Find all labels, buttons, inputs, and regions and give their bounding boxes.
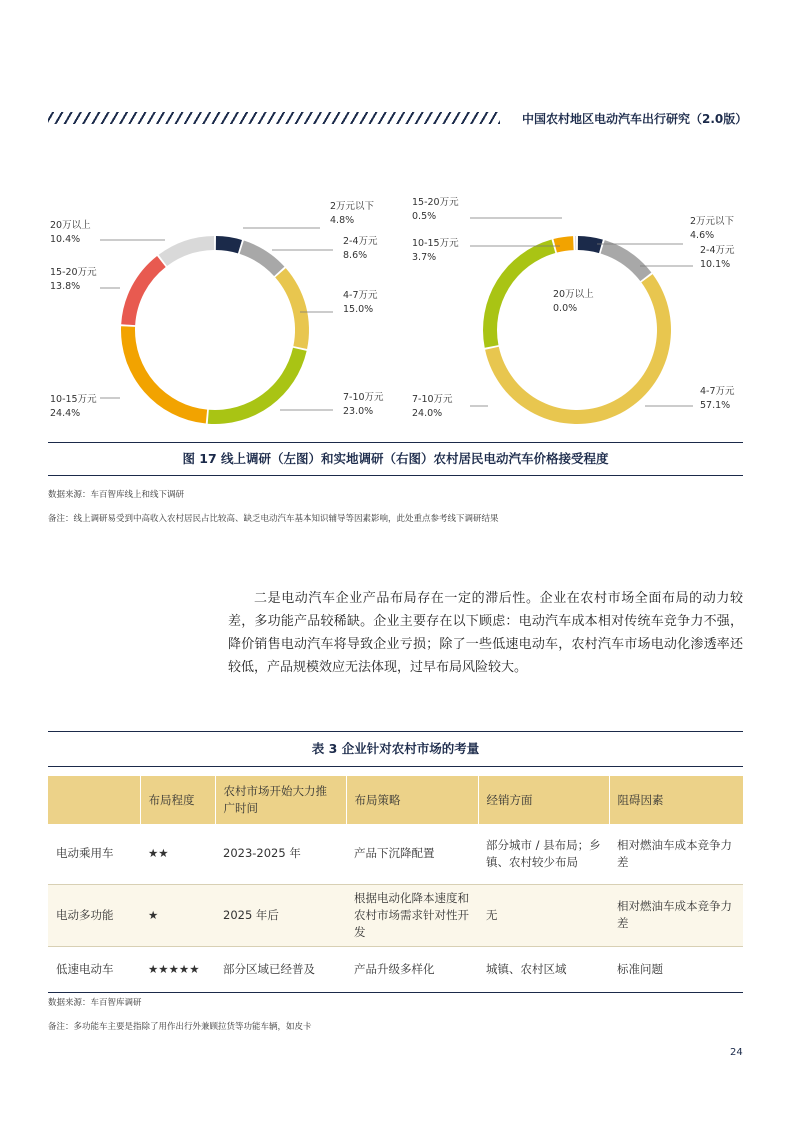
table-header-cell: 经销方面	[478, 776, 609, 824]
slice-value-label: 23.0%	[343, 406, 374, 417]
slice-label: 15-20万元	[412, 197, 459, 208]
table-cell: ★	[140, 884, 215, 946]
table-cell: 相对燃油车成本竞争力差	[609, 884, 743, 946]
table-cell: 产品下沉降配置	[346, 824, 478, 884]
slice-label: 2万元以下	[690, 216, 735, 227]
slice-label: 2-4万元	[343, 236, 378, 247]
table-row	[48, 946, 743, 992]
slice-value-label: 4.8%	[330, 215, 355, 226]
table-cell: 部分区域已经普及	[215, 946, 346, 992]
donut-slice	[575, 236, 576, 250]
paragraph-text: 二是电动汽车企业产品布局存在一定的滞后性。企业在农村市场全面布局的动力较差，多功能产品较稀缺。企业主要存在以下顾虑：电动汽车成本相对传统车竞争力不强，降价销售电动汽车将导致企业亏损；除了一些低速电动车，农村汽车市场电动化渗透率还较低，产品规模效应无法体现，过早布局风险较大。	[228, 591, 743, 675]
figure-source: 数据来源：车百智库线上和线下调研	[48, 490, 185, 500]
slice-label: 20万以上	[553, 289, 594, 300]
donut-chart-field	[412, 197, 735, 424]
figure-remark: 备注：线上调研易受到中高收入农村居民占比较高、缺乏电动汽车基本知识辅导等因素影响，此处重点参考线下调研结果	[48, 514, 499, 524]
donut-slice	[240, 241, 285, 277]
slice-value-label: 57.1%	[700, 400, 731, 411]
table-row	[48, 824, 743, 884]
table-title: 表 3 企业针对农村市场的考量	[48, 731, 743, 767]
table-cell: 低速电动车	[48, 946, 140, 992]
donut-slice	[553, 236, 573, 252]
slice-label: 10-15万元	[50, 394, 97, 405]
table-cell: 部分城市 / 县布局；乡镇、农村较少布局	[478, 824, 609, 884]
table-cell: 无	[478, 884, 609, 946]
table-header-cell: 农村市场开始大力推广时间	[215, 776, 346, 824]
table-remark: 备注：多功能车主要是指除了用作出行外兼顾拉货等功能车辆，如皮卡	[48, 1022, 312, 1032]
table-cell: 城镇、农村区域	[478, 946, 609, 992]
table-cell: 产品升级多样化	[346, 946, 478, 992]
donut-slice	[159, 236, 215, 266]
donut-slice	[216, 236, 242, 253]
slice-value-label: 13.8%	[50, 281, 81, 292]
table-header-cell: 阻碍因素	[609, 776, 743, 824]
donut-charts	[0, 0, 793, 440]
donut-slice	[483, 240, 555, 348]
slice-label: 10-15万元	[412, 238, 459, 249]
slice-label: 20万以上	[50, 220, 91, 231]
table-header-cell: 布局策略	[346, 776, 478, 824]
donut-slice	[578, 236, 603, 253]
slice-label: 2-4万元	[700, 245, 735, 256]
slice-value-label: 0.0%	[553, 303, 578, 314]
slice-label: 7-10万元	[412, 394, 453, 405]
slice-value-label: 10.1%	[700, 259, 731, 270]
table-cell: ★★★★★	[140, 946, 215, 992]
slice-value-label: 15.0%	[343, 304, 374, 315]
slice-value-label: 24.0%	[412, 408, 443, 419]
slice-label: 2万元以下	[330, 201, 375, 212]
table-header-row	[48, 776, 743, 824]
header-title: 中国农村地区电动汽车出行研究（2.0版）	[522, 112, 748, 126]
table-cell: 2023-2025 年	[215, 824, 346, 884]
body-paragraph	[228, 587, 743, 679]
donut-chart-online	[50, 201, 384, 424]
slice-value-label: 8.6%	[343, 250, 368, 261]
donut-slice	[275, 268, 309, 349]
table-cell: 根据电动化降本速度和农村市场需求针对性开发	[346, 884, 478, 946]
donut-slice	[601, 240, 652, 281]
slice-value-label: 0.5%	[412, 211, 437, 222]
page-number: 24	[730, 1047, 743, 1058]
slice-value-label: 10.4%	[50, 234, 81, 245]
donut-slice	[208, 348, 307, 424]
donut-slice	[121, 256, 166, 325]
table-cell: ★★	[140, 824, 215, 884]
slice-label: 7-10万元	[343, 392, 384, 403]
slice-label: 4-7万元	[700, 386, 735, 397]
table-cell: 电动多功能	[48, 884, 140, 946]
table-cell: 2025 年后	[215, 884, 346, 946]
donut-slice	[121, 326, 207, 423]
slice-value-label: 3.7%	[412, 252, 437, 263]
table-header-cell	[48, 776, 140, 824]
slice-label: 4-7万元	[343, 290, 378, 301]
table-cell: 相对燃油车成本竞争力差	[609, 824, 743, 884]
table-row	[48, 884, 743, 946]
slice-label: 15-20万元	[50, 267, 97, 278]
table-header-cell: 布局程度	[140, 776, 215, 824]
slice-value-label: 4.6%	[690, 230, 715, 241]
considerations-table	[48, 776, 743, 993]
table-cell: 电动乘用车	[48, 824, 140, 884]
figure-caption: 图 17 线上调研（左图）和实地调研（右图）农村居民电动汽车价格接受程度	[48, 442, 743, 476]
table-source: 数据来源：车百智库调研	[48, 998, 142, 1008]
table-cell: 标准问题	[609, 946, 743, 992]
slice-value-label: 24.4%	[50, 408, 81, 419]
